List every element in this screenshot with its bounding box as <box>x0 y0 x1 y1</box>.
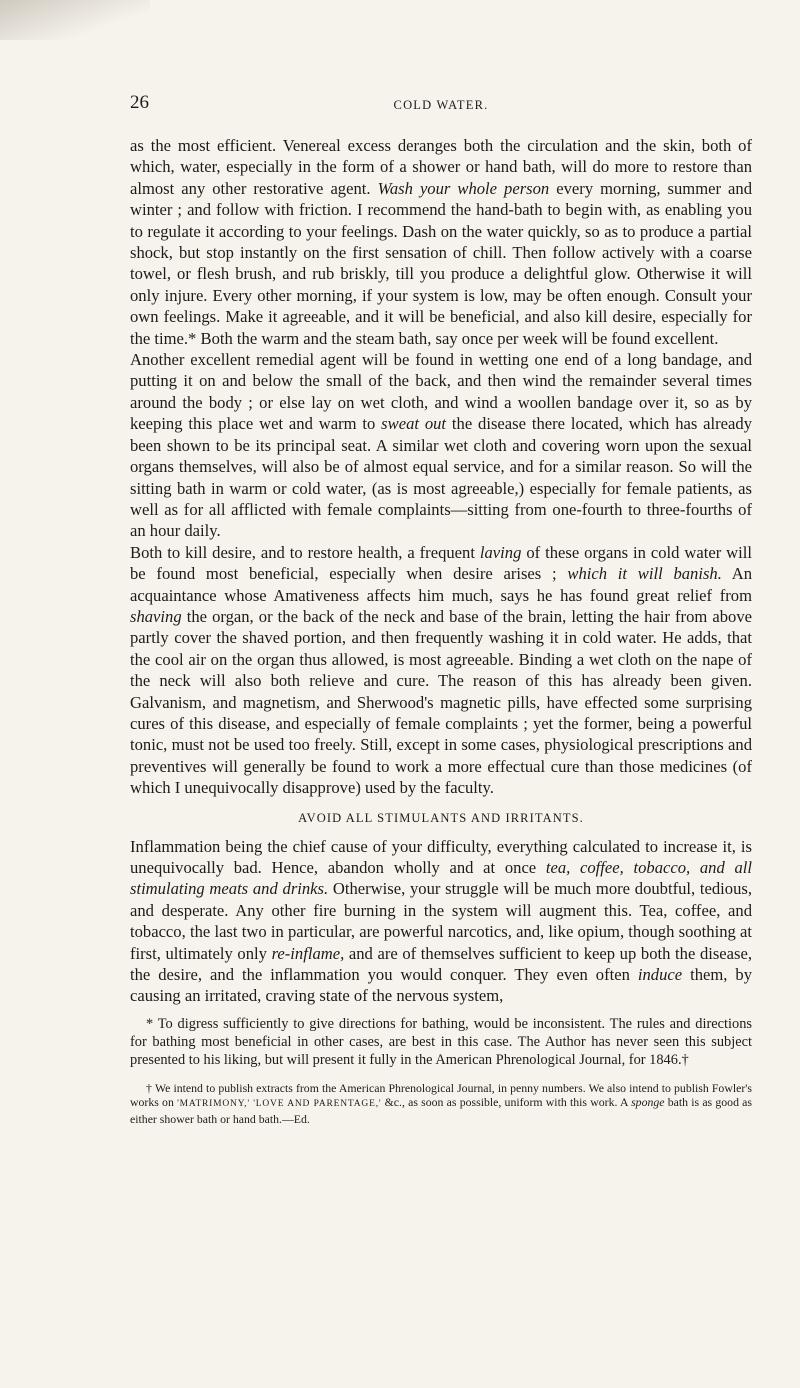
page-number: 26 <box>130 92 149 113</box>
text-run: † We intend to publish extracts from the American Phrenological Journal, in penny numbers. We also intend to publish Fowler's works on <box>130 1080 752 1110</box>
text-run: Another excellent remedial agent will be found in wetting one end of a long bandage, and putting it on and below the small of the back, and then wind the remainder several times around the body ; or else lay on wet cloth, and wind a woollen bandage over it, so as by keeping this place wet and warm to <box>130 350 752 434</box>
text-run: them, by causing an irritated, craving state of the nervous system, <box>130 965 752 1006</box>
text-run: bath is as good as either shower bath or hand bath.—Ed. <box>130 1095 753 1126</box>
paragraph-1 <box>130 135 752 349</box>
italic-run: which it will banish. <box>567 564 722 584</box>
small-caps-run: 'MATRIMONY,' 'LOVE AND PARENTAGE,' <box>177 1099 382 1110</box>
text-run: &c., as soon as possible, uniform with this work. A <box>381 1095 632 1110</box>
italic-run: induce <box>637 965 683 985</box>
italic-run: sponge <box>631 1095 665 1110</box>
italic-run: sweat out <box>381 414 447 434</box>
text-run: and are of themselves sufficient to keep up both the disease, the desire, and the inflammation you would conquer. They even often <box>130 943 753 985</box>
page-header <box>130 92 752 122</box>
paragraph-2 <box>130 349 752 542</box>
paragraph-4 <box>130 836 752 1007</box>
text-run: the organ, or the back of the neck and base of the brain, letting the hair from above partly cover the shaved portion, and then frequently washing it in cold water. He adds, that the cool air on the organ thus allowed, is most agreeable. Binding a wet cloth on the nape of the neck will also both relieve and cure. The reason of this has already been given. Galvanism, and magnetism, and Sherwood's magnetic pills, have effected some surprising cures of this disease, and especially of female complaints ; yet the former, being a powerful tonic, must not be used too freely. Still, except in some cases, physiological prescriptions and preventives will generally be found to work a more effectual cure than those medicines (of which I unequivocally disapprove) used by the faculty. <box>130 606 752 798</box>
italic-run: laving <box>479 542 522 562</box>
text-run: every morning, summer and winter ; and follow with friction. I recommend the hand-bath to begin with, as enabling you to regulate it according to your feelings. Dash on the water quickly, so as to produce a partial shock, but stop instantly on the first sensation of chill. Then follow actively with a coarse towel, or flesh brush, and rub briskly, till you produce a delightful glow. Otherwise it will only injure. Every other morning, if your system is low, may be often enough. Consult your own feelings. Make it agreeable, and it will be beneficial, and also kill desire, especially for the time.* Both the warm and the steam bath, say once per week will be found excellent. <box>130 178 752 348</box>
footnote-2 <box>130 1081 752 1127</box>
page-body <box>130 135 752 1126</box>
text-run: Otherwise, your struggle will be much more doubtful, tedious, and desperate. Any other fire burning in the system will augment this. Tea, coffee, and tobacco, the last two in particular, are powerful narcotics, and, like opium, though soothing at first, ultimately only <box>130 879 752 963</box>
page-corner-shadow <box>0 0 150 40</box>
text-run: as the most efficient. Venereal excess deranges both the circulation and the skin, both of which, water, especially in the form of a shower or hand bath, will do more to restore than almost any other restorative agent. <box>130 136 752 198</box>
text-run: of these organs in cold water will be found most beneficial, especially when desire arises ; <box>130 542 752 584</box>
footnotes <box>130 1015 752 1127</box>
text-run: the disease there located, which has already been shown to be its principal seat. A similar wet cloth and covering worn upon the sexual organs themselves, will also be of almost equal service, and for a similar reason. So will the sitting bath in warm or cold water, (as is most agreeable,) especially for female patients, as well as for all afflicted with female complaints—sitting from one-fourth to three-fourths of an hour daily. <box>130 414 753 541</box>
italic-run: re-inflame, <box>271 943 345 963</box>
text-run: Both to kill desire, and to restore health, a frequent <box>130 542 480 562</box>
italic-run: Wash your whole person <box>377 178 550 198</box>
footnote-1: * To digress sufficiently to give directions for bathing, would be inconsistent. The rules and directions for bathing most beneficial in other cases, are best in this case. The Author has never seen this subject presented to his liking, but will present it fully in the American Phrenological Journal, for 1846.† <box>130 1015 752 1068</box>
italic-run: tea, coffee, tobacco, and all stimulating meats and drinks. <box>130 858 752 899</box>
text-run: Inflammation being the chief cause of your difficulty, everything calculated to increase it, is unequivocally bad. Hence, abandon wholly and at once <box>130 836 752 877</box>
section-heading: AVOID ALL STIMULANTS AND IRRITANTS. <box>298 810 584 825</box>
text-run: An acquaintance whose Amativeness affects him much, says he has found great relief from <box>130 564 753 605</box>
running-head: COLD WATER. <box>393 98 489 112</box>
paragraph-3 <box>130 542 752 799</box>
italic-run: shaving <box>130 606 182 626</box>
